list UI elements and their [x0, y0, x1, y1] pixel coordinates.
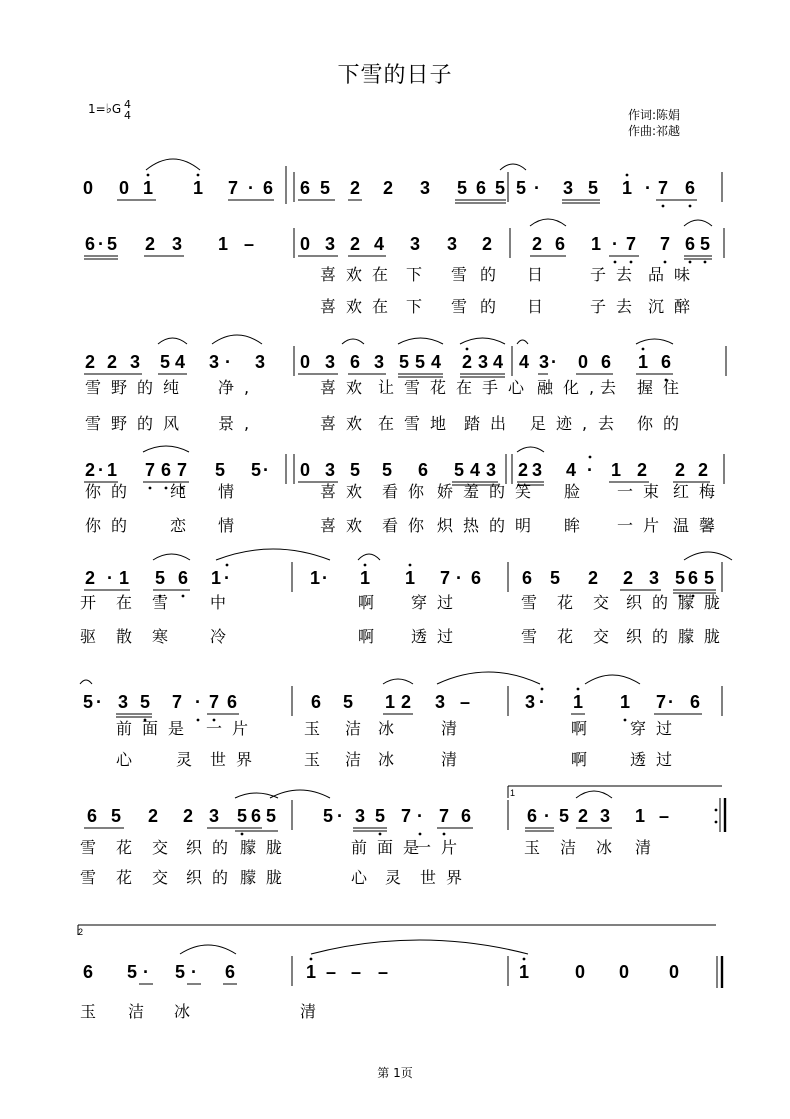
dot-augmentation: · [263, 460, 269, 480]
lyric-word: 踏出 [464, 414, 517, 433]
lyric-word: 织的 [186, 838, 239, 857]
note-digit: 3 [208, 352, 220, 372]
note-digit: 5 [494, 178, 506, 198]
volta-first-label: 1 [510, 788, 516, 798]
note-digit: 1 [142, 178, 154, 198]
note-digit: 5 [398, 352, 410, 372]
lyric-word: 啊 [571, 750, 588, 769]
lyric-word: 下 [406, 297, 423, 316]
note-digit: 6 [687, 568, 699, 588]
note-digit: 2 [84, 460, 96, 480]
note-digit: 5 [110, 806, 122, 826]
lyric-word: 眸 [564, 516, 581, 535]
note-digit: 6 [684, 234, 696, 254]
note-digit: 4 [492, 352, 504, 372]
note-digit: 1 [118, 568, 130, 588]
dash-extension: – [350, 962, 362, 982]
note-digit: 6 [660, 352, 672, 372]
lyric-word: 驱 [80, 627, 97, 646]
note-digit: 5 [558, 806, 570, 826]
lyric-word: 世界 [210, 750, 263, 769]
lyric-word: 喜欢 [320, 482, 373, 501]
note-digit: 2 [349, 234, 361, 254]
note-digit: 3 [324, 234, 336, 254]
lyric-word: 交 [152, 838, 169, 857]
note-digit: 6 [684, 178, 696, 198]
lyric-word: 情 [218, 516, 235, 535]
dot-augmentation: · [668, 692, 674, 712]
note-digit: 1 [305, 962, 317, 982]
note-digit: 1 [518, 962, 530, 982]
lyric-word: 你的 [637, 414, 690, 433]
lyric-word: 啊 [358, 627, 375, 646]
lyric-word: 看你 [382, 516, 435, 535]
note-digit: 1 [572, 692, 584, 712]
dot-augmentation: · [337, 806, 343, 826]
note-digit: 3 [409, 234, 421, 254]
dot-augmentation: · [645, 178, 651, 198]
lyric-word: 净, [218, 378, 260, 397]
lyric-word: 心 [351, 868, 368, 887]
note-digit: 5 [236, 806, 248, 826]
lyric-word: 在 [116, 593, 133, 612]
lyric-word: 子去 [590, 297, 643, 316]
note-digit: 6 [460, 806, 472, 826]
note-digit: 1 [359, 568, 371, 588]
note-digit: 5 [342, 692, 354, 712]
lyric-word: 玉 [304, 719, 321, 738]
note-digit: 2 [577, 806, 589, 826]
note-digit: 6 [262, 178, 274, 198]
lyric-word: 心 [116, 750, 133, 769]
key-prefix: 1= [88, 102, 106, 116]
note-digit: 5 [703, 568, 715, 588]
lyric-word: 散 [116, 627, 133, 646]
lyric-word: 中 [210, 593, 227, 612]
lyric-word: 喜欢在 [320, 297, 399, 316]
note-digit: 2 [382, 178, 394, 198]
lyric-word: 穿过 [411, 593, 464, 612]
note-digit: 4 [174, 352, 186, 372]
note-digit: 0 [577, 352, 589, 372]
dot-augmentation: · [191, 962, 197, 982]
note-digit: 6 [475, 178, 487, 198]
note-digit: 6 [310, 692, 322, 712]
note-digit: 3 [648, 568, 660, 588]
lyric-word: 子去 [590, 265, 643, 284]
note-digit: 3 [324, 352, 336, 372]
lyric-word: 一片 [415, 838, 468, 857]
note-digit: 6 [689, 692, 701, 712]
note-digit: 5 [349, 460, 361, 480]
note-digit: 6 [521, 568, 533, 588]
note-digit: 2 [481, 234, 493, 254]
note-digit: 7 [144, 460, 156, 480]
dot-augmentation: · [551, 352, 557, 372]
lyric-word: 清 [441, 719, 458, 738]
lyric-word: 朦胧 [240, 838, 293, 857]
note-digit: 6 [177, 568, 189, 588]
lyric-word: 让雪花在手心 [378, 378, 535, 397]
note-digit: 5 [699, 234, 711, 254]
lyric-word: 雪 [80, 838, 97, 857]
note-digit: 3 [171, 234, 183, 254]
lyric-word: 冰 [596, 838, 613, 857]
note-digit: 0 [299, 352, 311, 372]
lyric-word: 前面是 [351, 838, 430, 857]
lyric-word: 纯 [170, 482, 187, 501]
lyric-word: 交 [152, 868, 169, 887]
dash-extension: – [243, 234, 255, 254]
dot-augmentation: · [322, 568, 328, 588]
lyric-word: 花 [557, 627, 574, 646]
lyric-word: 冰 [378, 719, 395, 738]
lyric-word: 透过 [411, 627, 464, 646]
flat-icon: ♭ [105, 102, 112, 117]
dot-augmentation: · [224, 568, 230, 588]
note-digit: 2 [674, 460, 686, 480]
lyric-word: 握住 [637, 378, 690, 397]
lyric-word: 玉 [304, 750, 321, 769]
note-digit: 6 [554, 234, 566, 254]
note-digit: 6 [417, 460, 429, 480]
note-digit: 1 [590, 234, 602, 254]
dot-augmentation: · [195, 692, 201, 712]
note-digit: 2 [697, 460, 709, 480]
note-digit: 5 [587, 178, 599, 198]
note-digit: 2 [517, 460, 529, 480]
lyric-word: 花 [116, 868, 133, 887]
note-digit: 6 [349, 352, 361, 372]
note-digit: 3 [373, 352, 385, 372]
lyric-word: 你的 [85, 516, 138, 535]
note-digit: 5 [139, 692, 151, 712]
note-digit: 6 [250, 806, 262, 826]
lyric-word: 情 [218, 482, 235, 501]
note-digit: 7 [659, 234, 671, 254]
note-digit: 3 [419, 178, 431, 198]
note-digit: 5 [214, 460, 226, 480]
note-digit: 3 [434, 692, 446, 712]
note-digit: 3 [129, 352, 141, 372]
note-digit: 3 [254, 352, 266, 372]
lyric-word: 前面是 [116, 719, 195, 738]
lyric-word: 下 [406, 265, 423, 284]
lyric-word: 朦胧 [240, 868, 293, 887]
lyric-word: 雪 [80, 868, 97, 887]
note-digit: 6 [82, 962, 94, 982]
lyric-word: 洁 [345, 719, 362, 738]
note-digit: 2 [531, 234, 543, 254]
note-digit: 4 [373, 234, 385, 254]
dot-augmentation: · [96, 692, 102, 712]
note-digit: 3 [324, 460, 336, 480]
dot-augmentation: · [143, 962, 149, 982]
lyric-word: 织的 [626, 627, 679, 646]
note-digit: 0 [82, 178, 94, 198]
note-digit: 5 [515, 178, 527, 198]
note-digit: 7 [439, 568, 451, 588]
lyric-word: 融化, [537, 378, 605, 397]
note-digit: 3 [117, 692, 129, 712]
note-digit: 1 [192, 178, 204, 198]
note-digit: 3 [524, 692, 536, 712]
lyric-word: 清 [635, 838, 652, 857]
note-digit: 5 [174, 962, 186, 982]
note-digit: 1 [384, 692, 396, 712]
note-digit: 4 [518, 352, 530, 372]
lyric-word: 朦胧 [678, 593, 731, 612]
note-digit: 5 [159, 352, 171, 372]
note-digit: 6 [600, 352, 612, 372]
note-digit: 1 [610, 460, 622, 480]
note-digit: 4 [430, 352, 442, 372]
volta-second-label: 2 [78, 927, 84, 937]
note-digit: 5 [154, 568, 166, 588]
lyric-word: 看你 [382, 482, 435, 501]
lyric-word: 交 [593, 627, 610, 646]
lyric-word: 灵 [385, 868, 402, 887]
lyric-word: 雪野的纯 [85, 378, 190, 397]
note-digit: 2 [84, 352, 96, 372]
dot-augmentation: · [534, 178, 540, 198]
lyric-word: 娇羞的笑 [437, 482, 542, 501]
note-digit: 0 [299, 460, 311, 480]
song-title: 下雪的日子 [337, 63, 453, 88]
lyric-word: 织的 [626, 593, 679, 612]
lyric-word: 沉醉 [648, 297, 701, 316]
lyric-word: 雪 [152, 593, 169, 612]
note-digit: 0 [618, 962, 630, 982]
note-digit: 3 [531, 460, 543, 480]
key-tonic: G [111, 102, 122, 116]
lyric-word: 朦胧 [678, 627, 731, 646]
note-digit: 5 [381, 460, 393, 480]
lyric-word: 喜欢在 [320, 265, 399, 284]
note-digit: 1 [619, 692, 631, 712]
note-digit: 7 [171, 692, 183, 712]
lyric-word: 雪野的风 [85, 414, 190, 433]
note-digit: 2 [182, 806, 194, 826]
dot-augmentation: · [456, 568, 462, 588]
note-digit: 6 [526, 806, 538, 826]
note-digit: 2 [349, 178, 361, 198]
dot-augmentation: · [417, 806, 423, 826]
lyric-word: 一片 [206, 719, 259, 738]
note-digit: 5 [319, 178, 331, 198]
lyric-word: 去 [598, 414, 615, 433]
dot-augmentation: · [587, 460, 593, 480]
note-digit: 0 [668, 962, 680, 982]
note-digit: 3 [477, 352, 489, 372]
lyric-word: 喜欢 [320, 414, 373, 433]
note-digit: 5 [674, 568, 686, 588]
dash-extension: – [325, 962, 337, 982]
note-digit: 6 [470, 568, 482, 588]
lyric-word: 在雪地 [378, 414, 457, 433]
note-digit: 1 [210, 568, 222, 588]
note-digit: 2 [636, 460, 648, 480]
lyric-word: 恋 [170, 516, 187, 535]
note-digit: 6 [299, 178, 311, 198]
lyric-word: 冰 [174, 1002, 191, 1021]
lyric-word: 一束 [617, 482, 670, 501]
note-digit: 1 [309, 568, 321, 588]
lyric-word: 世界 [420, 868, 473, 887]
note-digit: 5 [106, 234, 118, 254]
lyric-word: 啊 [571, 719, 588, 738]
lyric-word: 温馨 [673, 516, 726, 535]
note-digit: 3 [599, 806, 611, 826]
time-numerator: 4 [124, 98, 131, 111]
note-digit: 4 [469, 460, 481, 480]
lyric-word: 去 [600, 378, 617, 397]
lyric-word: 灵 [176, 750, 193, 769]
lyric-word: 开 [80, 593, 97, 612]
note-digit: 7 [176, 460, 188, 480]
note-digit: 5 [82, 692, 94, 712]
lyric-word: 景, [218, 414, 260, 433]
note-digit: 4 [565, 460, 577, 480]
dot-augmentation: · [544, 806, 550, 826]
lyric-word: 清 [441, 750, 458, 769]
note-digit: 2 [147, 806, 159, 826]
lyric-word: 洁 [560, 838, 577, 857]
note-digit: 2 [144, 234, 156, 254]
lyric-word: 你的 [85, 482, 138, 501]
note-digit: 5 [414, 352, 426, 372]
lyric-word: 喜欢 [320, 516, 373, 535]
note-digit: 5 [374, 806, 386, 826]
time-denominator: 4 [124, 109, 131, 122]
note-digit: 6 [84, 234, 96, 254]
dot-augmentation: · [98, 234, 104, 254]
note-digit: 2 [622, 568, 634, 588]
lyric-word: 雪 [451, 297, 468, 316]
dot-augmentation: · [225, 352, 231, 372]
note-digit: 3 [446, 234, 458, 254]
note-digit: 7 [657, 178, 669, 198]
lyric-word: 花 [116, 838, 133, 857]
page-number: 第 1页 [377, 1066, 413, 1080]
dash-extension: – [459, 692, 471, 712]
dot-augmentation: · [107, 568, 113, 588]
lyric-word: 透过 [630, 750, 683, 769]
note-digit: 7 [438, 806, 450, 826]
note-digit: 5 [456, 178, 468, 198]
dash-extension: – [377, 962, 389, 982]
note-digit: 3 [485, 460, 497, 480]
dot-augmentation: · [539, 692, 545, 712]
lyric-word: 雪 [521, 627, 538, 646]
lyric-word: 洁 [345, 750, 362, 769]
note-digit: 1 [106, 460, 118, 480]
dot-augmentation: · [248, 178, 254, 198]
note-digit: 2 [84, 568, 96, 588]
lyric-word: 织的 [186, 868, 239, 887]
lyric-word: 冰 [378, 750, 395, 769]
note-digit: 3 [354, 806, 366, 826]
note-digit: 1 [634, 806, 646, 826]
note-digit: 2 [400, 692, 412, 712]
lyric-word: 雪 [521, 593, 538, 612]
note-digit: 5 [453, 460, 465, 480]
note-digit: 7 [655, 692, 667, 712]
note-digit: 1 [637, 352, 649, 372]
note-digit: 3 [562, 178, 574, 198]
lyric-word: 玉 [524, 838, 541, 857]
note-digit: 5 [250, 460, 262, 480]
lyric-word: 足迹, [530, 414, 598, 433]
note-digit: 5 [126, 962, 138, 982]
lyric-word: 的 [480, 265, 497, 284]
note-digit: 7 [208, 692, 220, 712]
note-digit: 1 [621, 178, 633, 198]
note-digit: 1 [404, 568, 416, 588]
lyricist: 作词:陈娟 [628, 108, 681, 122]
lyric-word: 穿过 [630, 719, 683, 738]
note-digit: 5 [322, 806, 334, 826]
lyric-word: 寒 [152, 627, 169, 646]
lyric-word: 喜欢 [320, 378, 373, 397]
dot-augmentation: · [612, 234, 618, 254]
lyric-word: 炽热的明 [437, 516, 542, 535]
composer: 作曲:祁越 [628, 124, 681, 138]
lyric-word: 日 [527, 297, 544, 316]
note-digit: 6 [86, 806, 98, 826]
lyric-word: 冷 [210, 627, 227, 646]
note-digit: 7 [227, 178, 239, 198]
note-digit: 3 [538, 352, 550, 372]
note-digit: 6 [160, 460, 172, 480]
lyric-word: 交 [593, 593, 610, 612]
note-digit: 7 [400, 806, 412, 826]
lyric-word: 雪 [451, 265, 468, 284]
lyric-word: 清 [300, 1002, 317, 1021]
note-digit: 0 [574, 962, 586, 982]
note-digit: 2 [461, 352, 473, 372]
note-digit: 0 [299, 234, 311, 254]
lyric-word: 脸 [564, 482, 581, 501]
lyric-word: 日 [527, 265, 544, 284]
lyric-word: 红梅 [673, 482, 726, 501]
note-digit: 6 [224, 962, 236, 982]
note-digit: 5 [549, 568, 561, 588]
dash-extension: – [658, 806, 670, 826]
note-digit: 1 [217, 234, 229, 254]
lyric-word: 洁 [128, 1002, 145, 1021]
note-digit: 5 [265, 806, 277, 826]
lyric-word: 啊 [358, 593, 375, 612]
note-digit: 2 [587, 568, 599, 588]
note-digit: 6 [226, 692, 238, 712]
note-digit: 7 [625, 234, 637, 254]
note-digit: 2 [106, 352, 118, 372]
note-digit: 3 [208, 806, 220, 826]
note-digit: 0 [118, 178, 130, 198]
lyric-word: 花 [557, 593, 574, 612]
lyric-word: 一片 [617, 516, 670, 535]
lyric-word: 的 [480, 297, 497, 316]
lyric-word: 玉 [80, 1002, 97, 1021]
dot-augmentation: · [98, 460, 104, 480]
lyric-word: 品味 [648, 265, 701, 284]
